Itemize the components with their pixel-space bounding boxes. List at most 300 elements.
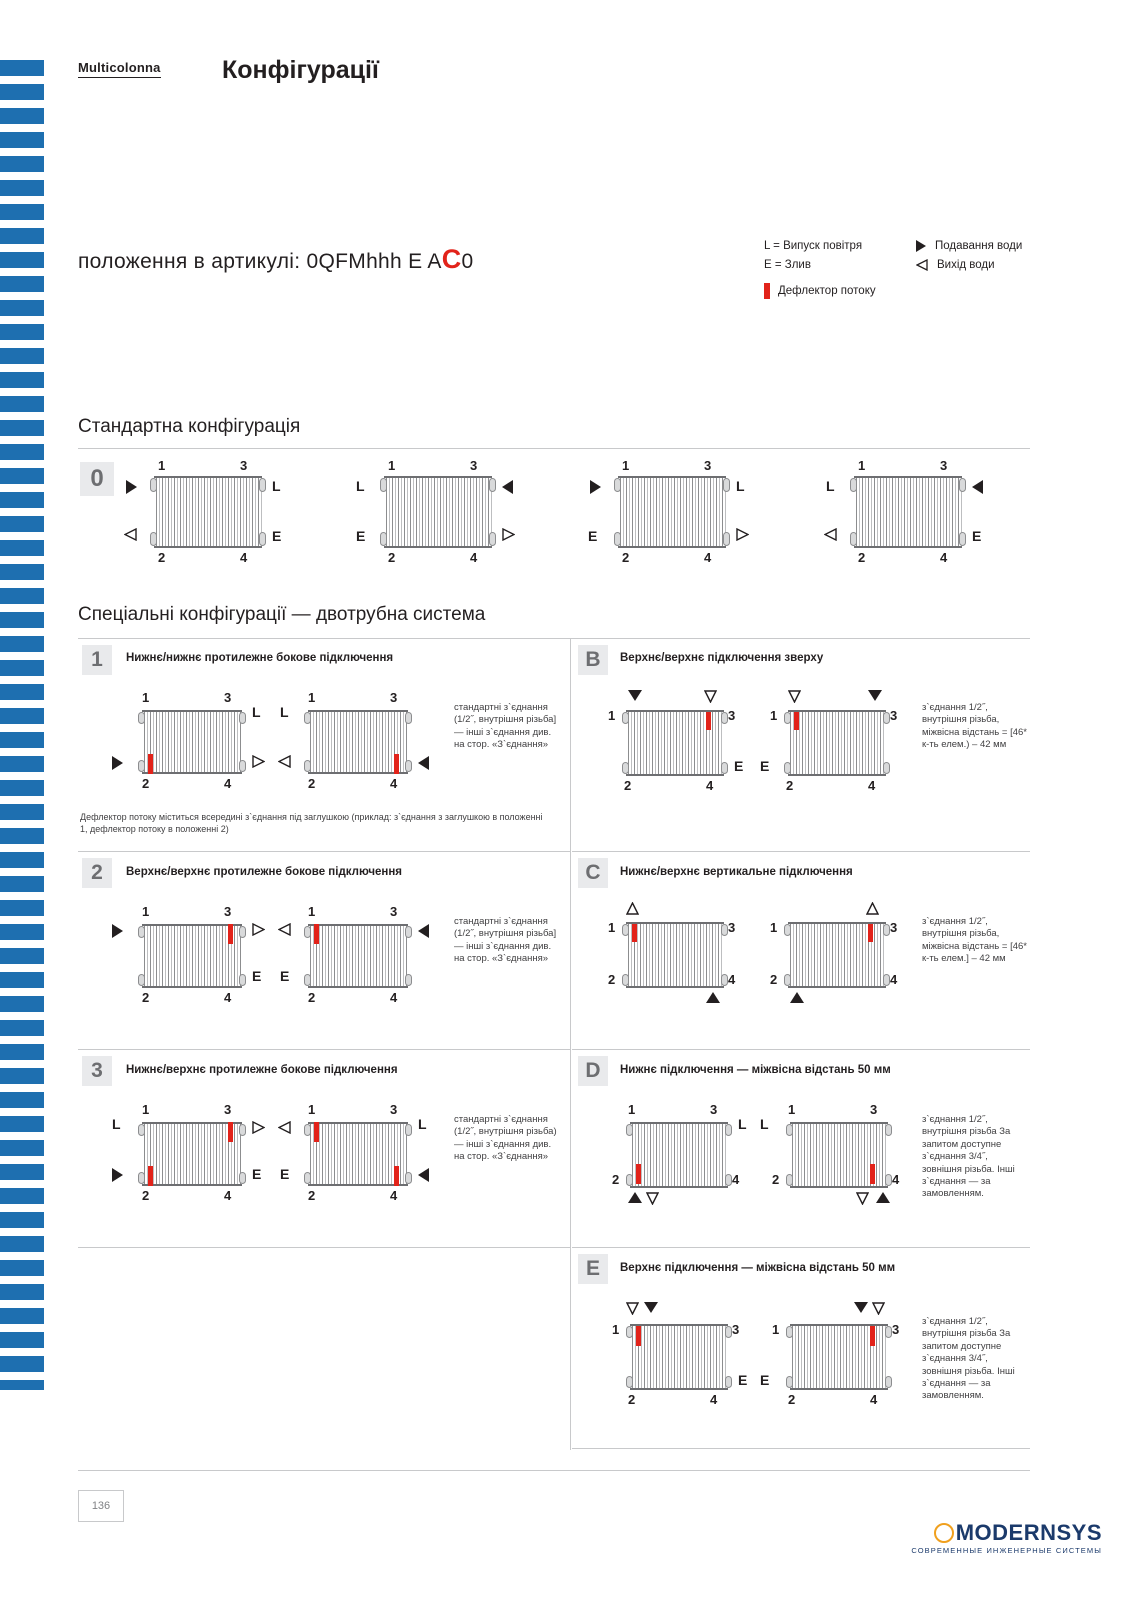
port-label-1: 1 [308, 1102, 316, 1117]
radiator-port [786, 1376, 793, 1388]
logo-main-text: MODERNSYS [955, 1520, 1102, 1545]
config-title-3: Нижнє/верхнє протилежне бокове підключення [126, 1064, 398, 1076]
config-1-diagram-b [280, 690, 414, 791]
config-note-1: стандартні з`єднання (1/2˝, внутрішня різьба] — інші з`єднання див. на стор. «З`єднання» [454, 702, 557, 751]
radiator-graphic [308, 924, 408, 988]
legend-water-out-label: Вихід води [937, 259, 995, 271]
radiator-port [239, 926, 246, 938]
radiator-fins [142, 710, 242, 774]
radiator-port [622, 712, 629, 724]
port-label-2: 2 [142, 776, 150, 791]
deflector-mark [394, 754, 399, 774]
standard-diagram-3 [588, 458, 745, 565]
radiator-fins [142, 924, 242, 988]
port-label-2: 2 [624, 778, 632, 793]
page-number: 136 [78, 1490, 124, 1522]
port-label-2: 2 [612, 1172, 620, 1187]
radiator-fins [308, 1122, 408, 1186]
article-suffix: 0 [461, 250, 474, 273]
config-badge-e: E [578, 1254, 608, 1284]
air-vent-label: L [418, 1116, 427, 1132]
water-in-arrow [112, 924, 123, 938]
deflector-mark [394, 1166, 399, 1186]
radiator-port [380, 478, 387, 492]
port-label-1: 1 [308, 690, 316, 705]
radiator-port [885, 1376, 892, 1388]
config-note-e: з`єднання 1/2˝, внутрішня різьба За запитом доступне з`єднання 3/4˝, зовнішня різьба. Інші з`єднання — за замовленням. [922, 1316, 1015, 1402]
deflector-mark [314, 1122, 319, 1142]
radiator-port [405, 974, 412, 986]
legend [764, 240, 1022, 299]
config-3-diagram-b [280, 1102, 427, 1203]
divider [78, 448, 1030, 449]
port-label-1: 1 [142, 1102, 150, 1117]
config-note-b: з`єднання 1/2˝, внутрішня різьба, міжвісна відстань = [46* к-ть елем.) – 42 мм [922, 702, 1027, 751]
port-label-4: 4 [224, 776, 232, 791]
radiator-port [239, 974, 246, 986]
standard-diagram-2 [356, 458, 498, 565]
port-label-3: 3 [940, 458, 948, 473]
port-label-1: 1 [308, 904, 316, 919]
radiator-fins [384, 476, 492, 548]
config-badge-d: D [578, 1056, 608, 1086]
radiator-port [784, 762, 791, 774]
water-in-arrow [126, 480, 137, 494]
standard-diagram-1 [148, 458, 282, 565]
radiator-port [239, 712, 246, 724]
port-label-4: 4 [704, 550, 712, 565]
article-prefix: положення в артикулі: 0QFMhhh E A [78, 250, 442, 273]
config-badge-c: C [578, 858, 608, 888]
deflector-mark [314, 924, 319, 944]
port-label-2: 2 [788, 1392, 796, 1407]
water-out-arrow [252, 923, 265, 936]
port-label-3: 3 [224, 690, 232, 705]
config-note-d: з`єднання 1/2˝, внутрішня різьба За запитом доступне з`єднання 3/4˝, зовнішня різьба. Інші з`єднання — за замовленням. [922, 1114, 1015, 1200]
radiator-graphic [630, 1122, 728, 1188]
radiator-port [959, 478, 966, 492]
radiator-port [489, 532, 496, 546]
drain-label: E [252, 968, 262, 984]
port-label-3: 3 [470, 458, 478, 473]
config-d-diagram-b [760, 1102, 900, 1192]
radiator-fins [854, 476, 962, 548]
divider [572, 1049, 1030, 1050]
radiator-graphic [142, 1122, 242, 1186]
radiator-port [150, 532, 157, 546]
water-out-arrow [872, 1302, 885, 1315]
deflector-mark [228, 924, 233, 944]
radiator-fins [788, 710, 886, 776]
water-out-arrow [278, 755, 291, 768]
radiator-port [304, 974, 311, 986]
config-b-diagram-b [760, 706, 898, 793]
radiator-port [786, 1174, 793, 1186]
radiator-graphic [854, 476, 962, 548]
radiator-port [885, 1326, 892, 1338]
drain-label: E [588, 528, 598, 544]
port-label-4: 4 [224, 990, 232, 1005]
port-label-4: 4 [470, 550, 478, 565]
port-label-3: 3 [892, 1322, 900, 1337]
water-in-arrow [418, 1168, 429, 1182]
radiator-port [721, 712, 728, 724]
air-vent-label: L [826, 478, 835, 494]
radiator-port [138, 1124, 145, 1136]
deflector-mark [148, 754, 153, 774]
config-title-2: Верхнє/верхнє протилежне бокове підключення [126, 866, 402, 878]
port-label-1: 1 [772, 1322, 780, 1337]
radiator-port [721, 974, 728, 986]
radiator-port [614, 478, 621, 492]
config-c-diagram-a [608, 918, 736, 992]
port-label-1: 1 [142, 904, 150, 919]
divider [78, 851, 570, 852]
air-vent-label: L [280, 704, 289, 720]
radiator-port [723, 478, 730, 492]
deflector-mark [870, 1164, 875, 1184]
water-out-arrow [252, 1121, 265, 1134]
port-label-4: 4 [870, 1392, 878, 1407]
water-out-arrow [278, 923, 291, 936]
port-label-3: 3 [390, 904, 398, 919]
port-label-2: 2 [628, 1392, 636, 1407]
config-title-b: Верхнє/верхнє підключення зверху [620, 652, 824, 664]
legend-row [764, 240, 1022, 252]
config-1-diagram-a [138, 690, 261, 791]
port-label-2: 2 [786, 778, 794, 793]
port-label-4: 4 [706, 778, 714, 793]
port-label-4: 4 [240, 550, 248, 565]
radiator-port [723, 532, 730, 546]
radiator-port [626, 1376, 633, 1388]
port-label-4: 4 [732, 1172, 740, 1187]
radiator-port [622, 762, 629, 774]
section-heading-standard: Стандартна конфігурація [78, 416, 301, 437]
water-in-arrow [112, 756, 123, 770]
radiator-port [239, 1172, 246, 1184]
config-2-diagram-a [138, 904, 262, 1005]
drain-label: E [356, 528, 366, 544]
port-label-4: 4 [868, 778, 876, 793]
radiator-fins [142, 1122, 242, 1186]
air-vent-label: L [760, 1116, 769, 1132]
water-in-arrow [644, 1302, 658, 1313]
column-divider [570, 638, 571, 1450]
standard-diagram-4 [826, 458, 982, 565]
radiator-graphic [142, 710, 242, 774]
legend-drain-label: E = Злив [764, 259, 811, 271]
drain-label: E [760, 758, 770, 774]
air-vent-label: L [738, 1116, 747, 1132]
port-label-3: 3 [870, 1102, 878, 1117]
radiator-fins [618, 476, 726, 548]
port-label-2: 2 [622, 550, 630, 565]
air-vent-label: L [272, 478, 281, 494]
radiator-graphic [308, 710, 408, 774]
water-out-arrow [704, 690, 717, 703]
port-label-1: 1 [858, 458, 866, 473]
page-title: Конфігурації [222, 56, 379, 84]
water-out-arrow [252, 755, 265, 768]
air-vent-label: L [112, 1116, 121, 1132]
radiator-port [784, 712, 791, 724]
radiator-port [885, 1124, 892, 1136]
config-badge-3: 3 [82, 1056, 112, 1086]
radiator-port [259, 532, 266, 546]
water-out-arrow [824, 528, 837, 541]
radiator-fins [626, 922, 724, 988]
port-label-4: 4 [728, 972, 736, 987]
radiator-graphic [630, 1324, 728, 1390]
config-b-diagram-a [608, 706, 744, 793]
radiator-port [883, 762, 890, 774]
radiator-graphic [384, 476, 492, 548]
radiator-port [883, 974, 890, 986]
radiator-port [304, 1124, 311, 1136]
config-footnote-1: Дефлектор потоку міститься всередині з`єднання під заглушкою (приклад: з`єднання з заглушкою в положенні 1, дефлектор потоку в положенні 2) [80, 812, 543, 834]
water-out-arrow [788, 690, 801, 703]
port-label-3: 3 [890, 920, 898, 935]
water-out-arrow [626, 902, 639, 915]
radiator-graphic [626, 922, 724, 988]
port-label-4: 4 [710, 1392, 718, 1407]
deflector-mark [228, 1122, 233, 1142]
water-in-arrow [502, 480, 513, 494]
deflector-mark [148, 1166, 153, 1186]
radiator-port [725, 1326, 732, 1338]
water-out-arrow [278, 1121, 291, 1134]
config-e-diagram-b [760, 1320, 900, 1407]
radiator-port [614, 532, 621, 546]
radiator-graphic [142, 924, 242, 988]
port-label-3: 3 [240, 458, 248, 473]
config-title-c: Нижнє/верхнє вертикальне підключення [620, 866, 853, 878]
radiator-port [259, 478, 266, 492]
divider [572, 851, 1030, 852]
radiator-port [959, 532, 966, 546]
radiator-port [304, 712, 311, 724]
radiator-graphic [618, 476, 726, 548]
config-title-d: Нижнє підключення — міжвісна відстань 50 мм [620, 1064, 891, 1076]
radiator-graphic [788, 710, 886, 776]
port-label-2: 2 [772, 1172, 780, 1187]
port-label-4: 4 [890, 972, 898, 987]
standard-config-badge: 0 [80, 462, 114, 496]
drain-label: E [734, 758, 744, 774]
air-vent-label: L [736, 478, 745, 494]
radiator-port [626, 1124, 633, 1136]
water-in-arrow [590, 480, 601, 494]
port-label-4: 4 [892, 1172, 900, 1187]
deflector-mark [868, 924, 873, 942]
water-in-arrow [854, 1302, 868, 1313]
water-in-arrow [876, 1192, 890, 1203]
port-label-4: 4 [390, 776, 398, 791]
radiator-port [784, 924, 791, 936]
port-label-4: 4 [224, 1188, 232, 1203]
radiator-port [304, 760, 311, 772]
water-in-arrow [790, 992, 804, 1003]
water-in-arrow [418, 756, 429, 770]
port-label-3: 3 [728, 708, 736, 723]
radiator-port [883, 712, 890, 724]
drain-label: E [280, 1166, 290, 1182]
port-label-3: 3 [224, 904, 232, 919]
brand-label: Multicolonna [78, 60, 161, 78]
config-d-diagram-a [612, 1102, 747, 1192]
radiator-port [138, 974, 145, 986]
radiator-port [626, 1326, 633, 1338]
deflector-mark [706, 712, 711, 730]
radiator-port [304, 926, 311, 938]
legend-row [764, 259, 1022, 271]
radiator-port [784, 974, 791, 986]
port-label-1: 1 [388, 458, 396, 473]
radiator-port [150, 478, 157, 492]
article-position-line [78, 244, 474, 275]
deflector-mark [794, 712, 799, 730]
radiator-port [725, 1376, 732, 1388]
radiator-port [883, 924, 890, 936]
legend-deflector-label: Дефлектор потоку [778, 285, 876, 297]
water-out-arrow [736, 528, 749, 541]
config-badge-1: 1 [82, 645, 112, 675]
port-label-1: 1 [770, 920, 778, 935]
divider [78, 1247, 570, 1248]
drain-label: E [738, 1372, 748, 1388]
config-e-diagram-a [612, 1320, 748, 1407]
radiator-port [405, 712, 412, 724]
decorative-left-stripe [0, 60, 44, 1390]
water-out-arrow [626, 1302, 639, 1315]
port-label-3: 3 [728, 920, 736, 935]
radiator-port [885, 1174, 892, 1186]
section-heading-special: Спеціальні конфігурації — двотрубна система [78, 604, 486, 625]
radiator-fins [308, 710, 408, 774]
port-label-3: 3 [732, 1322, 740, 1337]
port-label-4: 4 [390, 990, 398, 1005]
air-vent-label: L [252, 704, 261, 720]
radiator-port [725, 1174, 732, 1186]
radiator-port [721, 924, 728, 936]
water-in-arrow [112, 1168, 123, 1182]
legend-water-out [916, 259, 995, 271]
divider [78, 1049, 570, 1050]
footer-divider [78, 1470, 1030, 1471]
radiator-port [786, 1326, 793, 1338]
water-in-arrow [972, 480, 983, 494]
port-label-2: 2 [770, 972, 778, 987]
port-label-2: 2 [308, 776, 316, 791]
radiator-fins [630, 1324, 728, 1390]
port-label-3: 3 [710, 1102, 718, 1117]
company-logo [911, 1520, 1102, 1555]
port-label-1: 1 [158, 458, 166, 473]
logo-text [911, 1520, 1102, 1546]
config-title-e: Верхнє підключення — міжвісна відстань 50 мм [620, 1262, 896, 1274]
port-label-4: 4 [940, 550, 948, 565]
radiator-graphic [154, 476, 262, 548]
port-label-1: 1 [628, 1102, 636, 1117]
port-label-1: 1 [770, 708, 778, 723]
port-label-4: 4 [390, 1188, 398, 1203]
legend-water-in [916, 240, 1022, 252]
radiator-port [239, 1124, 246, 1136]
radiator-port [622, 924, 629, 936]
water-in-arrow [628, 1192, 642, 1203]
radiator-port [239, 760, 246, 772]
port-label-2: 2 [388, 550, 396, 565]
config-title-1: Нижнє/нижнє протилежне бокове підключення [126, 652, 394, 664]
config-2-diagram-b [280, 904, 414, 1005]
radiator-port [138, 760, 145, 772]
radiator-port [622, 974, 629, 986]
port-label-2: 2 [858, 550, 866, 565]
config-note-c: з`єднання 1/2˝, внутрішня різьба, міжвісна відстань = [46* к-ть елем.] – 42 мм [922, 916, 1027, 965]
config-badge-2: 2 [82, 858, 112, 888]
port-label-3: 3 [390, 690, 398, 705]
water-in-arrow [628, 690, 642, 701]
outline-left-triangle-icon [916, 259, 928, 271]
port-label-1: 1 [608, 708, 616, 723]
radiator-port [850, 532, 857, 546]
filled-right-triangle-icon [916, 240, 926, 252]
divider [572, 1448, 1030, 1449]
radiator-port [626, 1174, 633, 1186]
port-label-2: 2 [308, 1188, 316, 1203]
radiator-port [405, 1124, 412, 1136]
water-out-arrow [646, 1192, 659, 1205]
port-label-3: 3 [390, 1102, 398, 1117]
port-label-3: 3 [224, 1102, 232, 1117]
radiator-graphic [308, 1122, 408, 1186]
radiator-port [380, 532, 387, 546]
config-badge-b: B [578, 645, 608, 675]
drain-label: E [272, 528, 282, 544]
radiator-port [405, 760, 412, 772]
radiator-port [786, 1124, 793, 1136]
port-label-2: 2 [158, 550, 166, 565]
legend-water-in-label: Подавання води [935, 240, 1023, 252]
config-3-diagram-a [112, 1102, 262, 1203]
water-in-arrow [418, 924, 429, 938]
port-label-1: 1 [622, 458, 630, 473]
port-label-2: 2 [308, 990, 316, 1005]
radiator-port [405, 1172, 412, 1184]
radiator-port [138, 1172, 145, 1184]
port-label-1: 1 [612, 1322, 620, 1337]
divider [572, 1247, 1030, 1248]
radiator-port [489, 478, 496, 492]
legend-deflector [764, 283, 1022, 299]
radiator-port [304, 1172, 311, 1184]
drain-label: E [280, 968, 290, 984]
port-label-2: 2 [142, 1188, 150, 1203]
logo-tagline: СОВРЕМЕННЫЕ ИНЖЕНЕРНЫЕ СИСТЕМЫ [911, 1546, 1102, 1555]
port-label-1: 1 [608, 920, 616, 935]
radiator-port [138, 712, 145, 724]
port-label-1: 1 [788, 1102, 796, 1117]
air-vent-label: L [356, 478, 365, 494]
water-in-arrow [868, 690, 882, 701]
port-label-1: 1 [142, 690, 150, 705]
radiator-fins [308, 924, 408, 988]
drain-label: E [972, 528, 982, 544]
water-out-arrow [856, 1192, 869, 1205]
deflector-mark [636, 1164, 641, 1184]
port-label-3: 3 [890, 708, 898, 723]
